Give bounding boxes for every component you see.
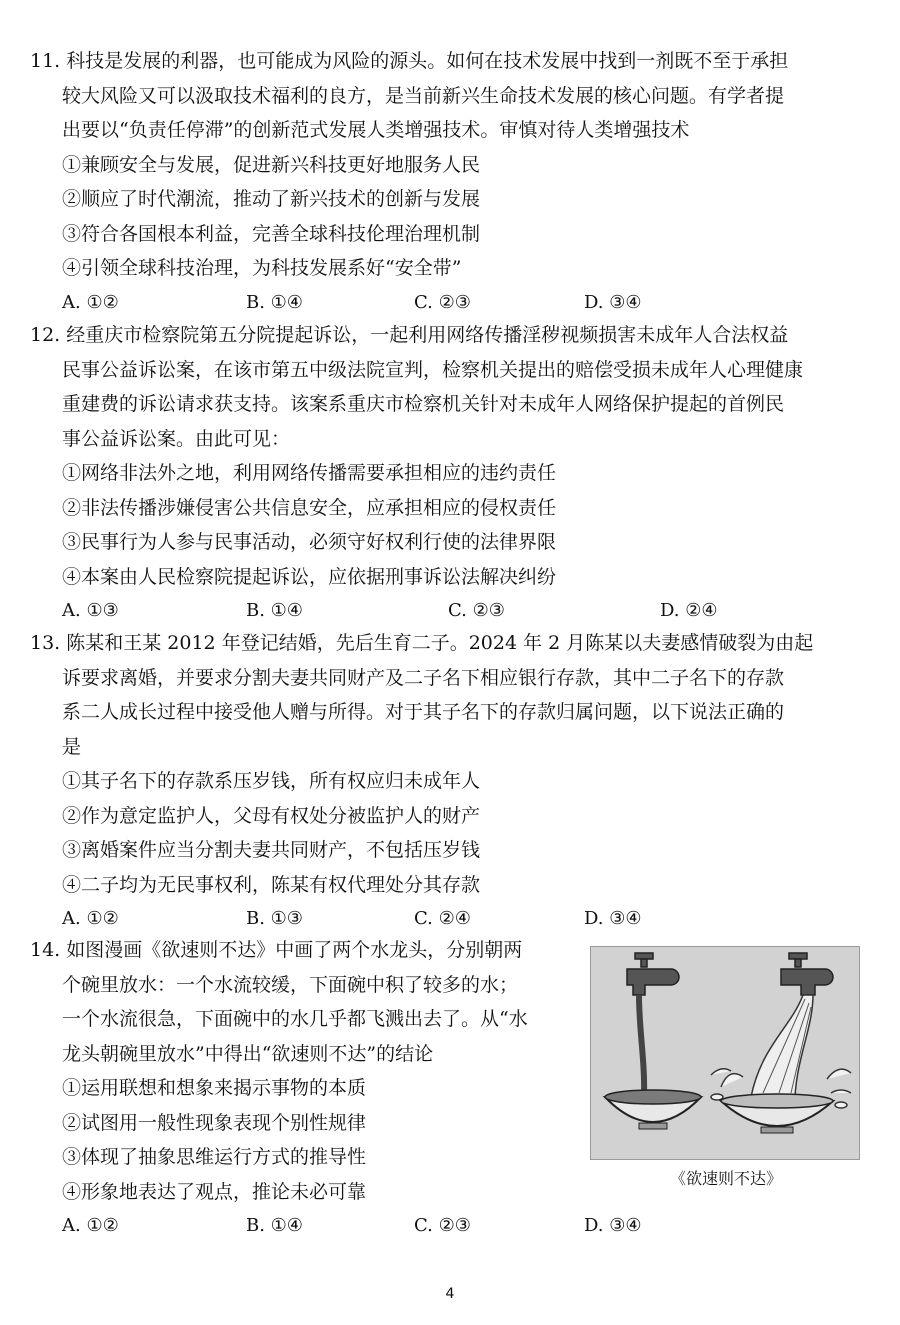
answer-c: C. ②③ (448, 600, 505, 621)
answer-b: B. ①③ (246, 908, 303, 929)
question-12-option-3: ③民事行为人参与民事活动，必须守好权利行使的法律界限 (62, 531, 557, 553)
question-13-stem-line-4: 是 (62, 735, 82, 758)
cartoon-figure (590, 946, 860, 1160)
question-13-option-3: ③离婚案件应当分割夫妻共同财产，不包括压岁钱 (62, 839, 481, 861)
question-11-stem-line-2: 较大风险又可以汲取技术福利的良方，是当前新兴生命技术发展的核心问题。有学者提 (62, 84, 785, 107)
question-12-stem-line-2: 民事公益诉讼案，在该市第五中级法院宣判，检察机关提出的赔偿受损未成年人心理健康 (62, 358, 804, 381)
question-13-stem-line-1: 13. 陈某和王某 2012 年登记结婚，先后生育二子。2024 年 2 月陈某以夫妻感情破裂为由起 (30, 632, 814, 654)
answer-c: C. ②④ (414, 908, 471, 929)
figure-caption: 《欲速则不达》 (670, 1169, 783, 1188)
question-14-stem-line-2: 个碗里放水：一个水流较缓，下面碗中积了较多的水； (62, 973, 519, 996)
answer-d: D. ③④ (584, 291, 642, 313)
question-11-option-3: ③符合各国根本利益，完善全球科技伦理治理机制 (62, 222, 481, 245)
question-14-option-4: ④形象地表达了观点，推论未必可靠 (62, 1180, 367, 1203)
answer-d: D. ③④ (584, 1215, 642, 1236)
answer-c: C. ②③ (414, 291, 471, 313)
question-11-option-1: ①兼顾安全与发展，促进新兴科技更好地服务人民 (62, 153, 481, 176)
answer-d: D. ③④ (584, 908, 642, 929)
question-12-option-2: ②非法传播涉嫌侵害公共信息安全，应承担相应的侵权责任 (62, 496, 557, 519)
question-13-option-1: ①其子名下的存款系压岁钱，所有权应归未成年人 (62, 770, 481, 792)
question-11-stem-line-1: 11. 科技是发展的利器，也可能成为风险的源头。如何在技术发展中找到一剂既不至于承担 (30, 50, 789, 72)
question-11-stem-line-3: 出要以“负责任停滞”的创新范式发展人类增强技术。审慎对待人类增强技术 (62, 119, 690, 141)
question-12-answers (30, 594, 870, 628)
page-number: 4 (445, 1286, 455, 1302)
question-13-option-2: ②作为意定监护人，父母有权处分被监护人的财产 (62, 804, 481, 827)
answer-a: A. ①② (62, 1215, 119, 1236)
question-13-stem-line-3: 系二人成长过程中接受他人赠与所得。对于其子名下的存款归属问题，以下说法正确的 (62, 701, 785, 723)
answer-b: B. ①④ (246, 291, 303, 313)
answer-b: B. ①④ (246, 600, 303, 621)
question-13-stem-line-2: 诉要求离婚，并要求分割夫妻共同财产及二子名下相应银行存款，其中二子名下的存款 (62, 666, 785, 689)
question-14-option-1: ①运用联想和想象来揭示事物的本质 (62, 1077, 367, 1099)
answer-a: A. ①② (62, 291, 119, 313)
question-11-option-2: ②顺应了时代潮流，推动了新兴技术的创新与发展 (62, 188, 481, 210)
question-11-option-4: ④引领全球科技治理，为科技发展系好“安全带” (62, 257, 462, 279)
question-11-answers (30, 286, 870, 320)
question-14-answers (30, 1209, 870, 1243)
answer-b: B. ①④ (246, 1215, 303, 1236)
answer-a: A. ①② (62, 908, 119, 929)
question-13-answers (30, 902, 870, 936)
question-14-option-2: ②试图用一般性现象表现个别性规律 (62, 1111, 367, 1134)
answer-c: C. ②③ (414, 1215, 471, 1236)
question-12-option-4: ④本案由人民检察院提起诉讼，应依据刑事诉讼法解决纠纷 (62, 565, 557, 588)
question-12-option-1: ①网络非法外之地，利用网络传播需要承担相应的违约责任 (62, 462, 557, 484)
question-13 (30, 626, 870, 936)
question-11 (30, 44, 870, 320)
question-14-stem-line-1: 14. 如图漫画《欲速则不达》中画了两个水龙头，分别朝两 (30, 939, 523, 961)
faucets-and-bowls-illustration (591, 947, 859, 1159)
question-14-stem-line-4: 龙头朝碗里放水”中得出“欲速则不达”的结论 (62, 1042, 434, 1065)
question-12-stem-line-1: 12. 经重庆市检察院第五分院提起诉讼，一起利用网络传播淫秽视频损害未成年人合法权益 (30, 324, 789, 346)
question-14-stem-line-3: 一个水流很急，下面碗中的水几乎都飞溅出去了。从“水 (62, 1008, 528, 1030)
question-13-option-4: ④二子均为无民事权利，陈某有权代理处分其存款 (62, 873, 481, 896)
question-12 (30, 318, 870, 628)
question-12-stem-line-3: 重建费的诉讼请求获支持。该案系重庆市检察机关针对未成年人网络保护提起的首例民 (62, 393, 785, 415)
answer-a: A. ①③ (62, 600, 119, 621)
question-14-option-3: ③体现了抽象思维运行方式的推导性 (62, 1146, 367, 1168)
question-12-stem-line-4: 事公益诉讼案。由此可见： (62, 427, 291, 450)
answer-d: D. ②④ (660, 600, 718, 621)
question-14 (30, 933, 642, 1243)
